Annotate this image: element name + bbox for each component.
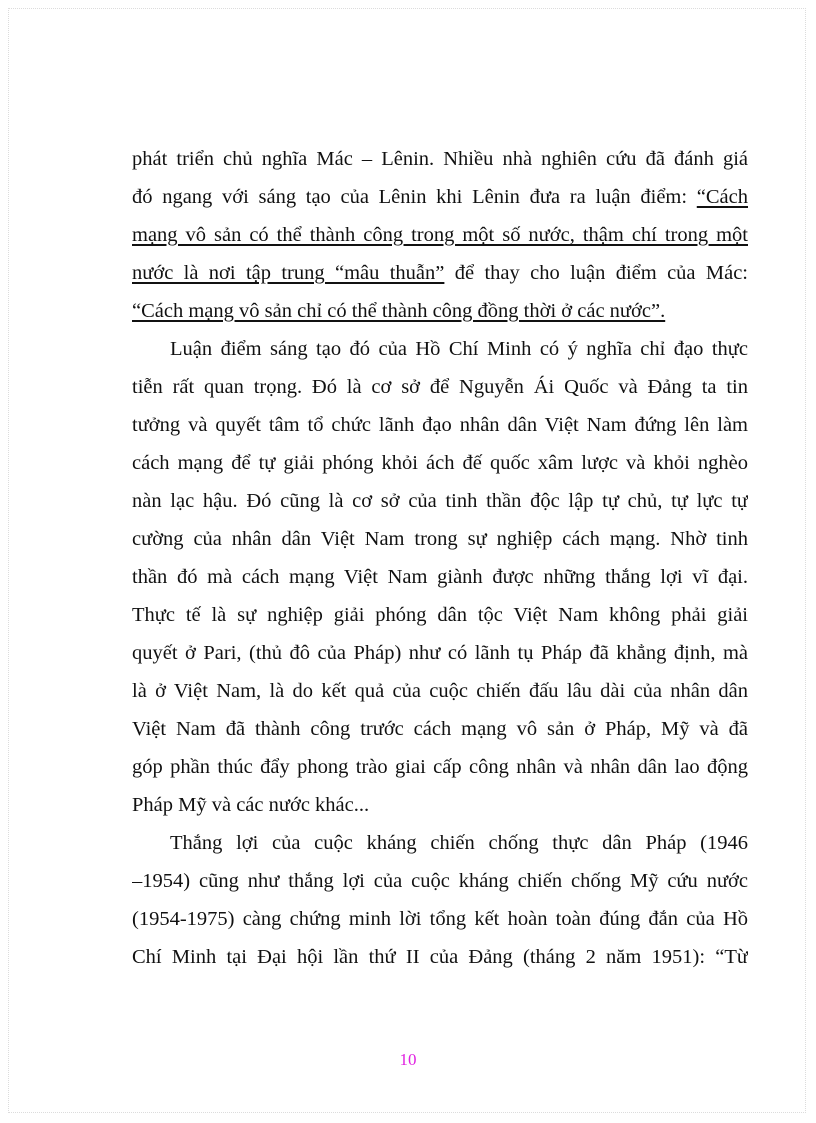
text-segment: để thay cho luận điểm của Mác: xyxy=(444,262,748,284)
text-line xyxy=(132,900,748,938)
text-line xyxy=(132,140,748,178)
text-line xyxy=(132,786,748,824)
text-segment: cường của nhân dân Việt Nam trong sự nghiệp cách mạng. Nhờ tinh xyxy=(132,528,748,550)
text-line xyxy=(132,482,748,520)
text-line xyxy=(132,254,748,292)
text-line xyxy=(132,406,748,444)
text-segment: phát triển chủ nghĩa Mác – Lênin. Nhiều nhà nghiên cứu đã đánh giá xyxy=(132,148,748,170)
page-number: 10 xyxy=(399,1050,417,1069)
underlined-text: “Cách xyxy=(696,186,748,208)
text-line xyxy=(132,938,748,976)
text-line xyxy=(132,748,748,786)
text-line xyxy=(132,216,748,254)
text-line xyxy=(132,596,748,634)
text-segment: thần đó mà cách mạng Việt Nam giành được những thắng lợi vĩ đại. xyxy=(132,566,748,588)
text-line xyxy=(132,330,748,368)
text-line xyxy=(132,444,748,482)
text-segment: Chí Minh tại Đại hội lần thứ II của Đảng (tháng 2 năm 1951): “Từ xyxy=(132,946,748,968)
text-line xyxy=(132,368,748,406)
text-segment: –1954) cũng như thắng lợi của cuộc kháng chiến chống Mỹ cứu nước xyxy=(132,870,748,892)
text-line xyxy=(132,178,748,216)
text-line xyxy=(132,558,748,596)
text-segment: Việt Nam đã thành công trước cách mạng vô sản ở Pháp, Mỹ và đã xyxy=(132,718,748,740)
text-segment: góp phần thúc đẩy phong trào giai cấp công nhân và nhân dân lao động xyxy=(132,756,748,778)
underlined-text: “Cách mạng vô sản chỉ có thể thành công đồng thời ở các nước”. xyxy=(132,300,666,322)
body-text xyxy=(132,140,748,976)
text-line xyxy=(132,292,748,330)
text-segment: cách mạng để tự giải phóng khỏi ách đế quốc xâm lược và khỏi nghèo xyxy=(132,452,748,474)
text-segment: Thực tế là sự nghiệp giải phóng dân tộc Việt Nam không phải giải xyxy=(132,604,748,626)
text-segment: Pháp Mỹ và các nước khác... xyxy=(132,794,370,816)
text-line xyxy=(132,824,748,862)
underlined-text: nước là nơi tập trung “mâu thuẫn” xyxy=(132,262,445,284)
text-segment: Thắng lợi của cuộc kháng chiến chống thực dân Pháp (1946 xyxy=(170,832,748,854)
text-segment: quyết ở Pari, (thủ đô của Pháp) như có lãnh tụ Pháp đã khẳng định, mà xyxy=(132,642,748,664)
text-segment: là ở Việt Nam, là do kết quả của cuộc chiến đấu lâu dài của nhân dân xyxy=(132,680,748,702)
text-line xyxy=(132,862,748,900)
text-line xyxy=(132,634,748,672)
text-line xyxy=(132,520,748,558)
text-segment: Luận điểm sáng tạo đó của Hồ Chí Minh có ý nghĩa chỉ đạo thực xyxy=(170,338,748,360)
text-segment: (1954-1975) càng chứng minh lời tổng kết hoàn toàn đúng đắn của Hồ xyxy=(132,908,748,930)
text-segment: đó ngang với sáng tạo của Lênin khi Lênin đưa ra luận điểm: xyxy=(132,186,697,208)
text-line xyxy=(132,672,748,710)
text-segment: nàn lạc hậu. Đó cũng là cơ sở của tinh thần độc lập tự chủ, tự lực tự xyxy=(132,490,748,512)
text-segment: tưởng và quyết tâm tổ chức lãnh đạo nhân dân Việt Nam đứng lên làm xyxy=(132,414,748,436)
underlined-text: mạng vô sản có thể thành công trong một số nước, thậm chí trong một xyxy=(132,224,748,246)
text-segment: tiễn rất quan trọng. Đó là cơ sở để Nguyễn Ái Quốc và Đảng ta tin xyxy=(132,376,748,398)
text-line xyxy=(132,710,748,748)
